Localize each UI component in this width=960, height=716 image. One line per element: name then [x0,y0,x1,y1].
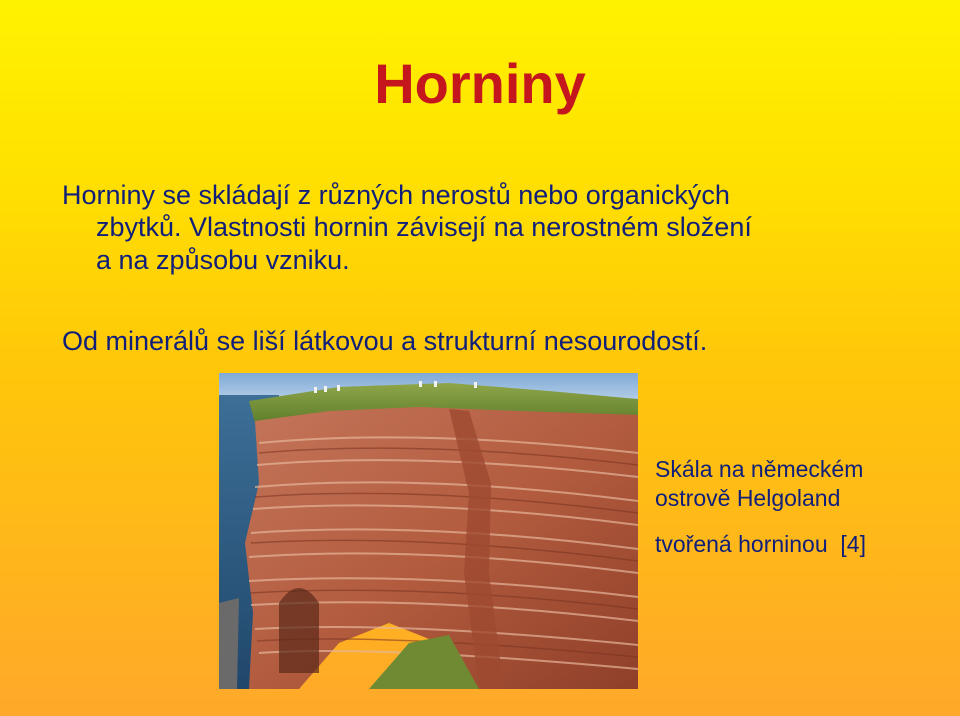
paragraph-line: Horniny se skládají z různých nerostů nebo organických [62,180,730,210]
caption-text: tvořená horninou [655,531,828,558]
helgoland-cliff-photo [219,373,638,689]
paragraph-mineral-difference: Od minerálů se liší látkovou a strukturní nesourodostí. [62,326,708,356]
caption-line: Skála na německém [655,456,864,482]
paragraph-rock-definition [62,179,892,276]
slide-title: Horniny [374,52,586,115]
paragraph-line: zbytků. Vlastnosti hornin závisejí na nerostném složení [96,212,752,243]
photo-caption [655,455,955,559]
paragraph-line: a na způsobu vzniku. [96,244,350,275]
caption-line: ostrově Helgoland [655,484,841,511]
caption-reference: [4] [840,531,866,558]
caption-line [655,530,955,559]
